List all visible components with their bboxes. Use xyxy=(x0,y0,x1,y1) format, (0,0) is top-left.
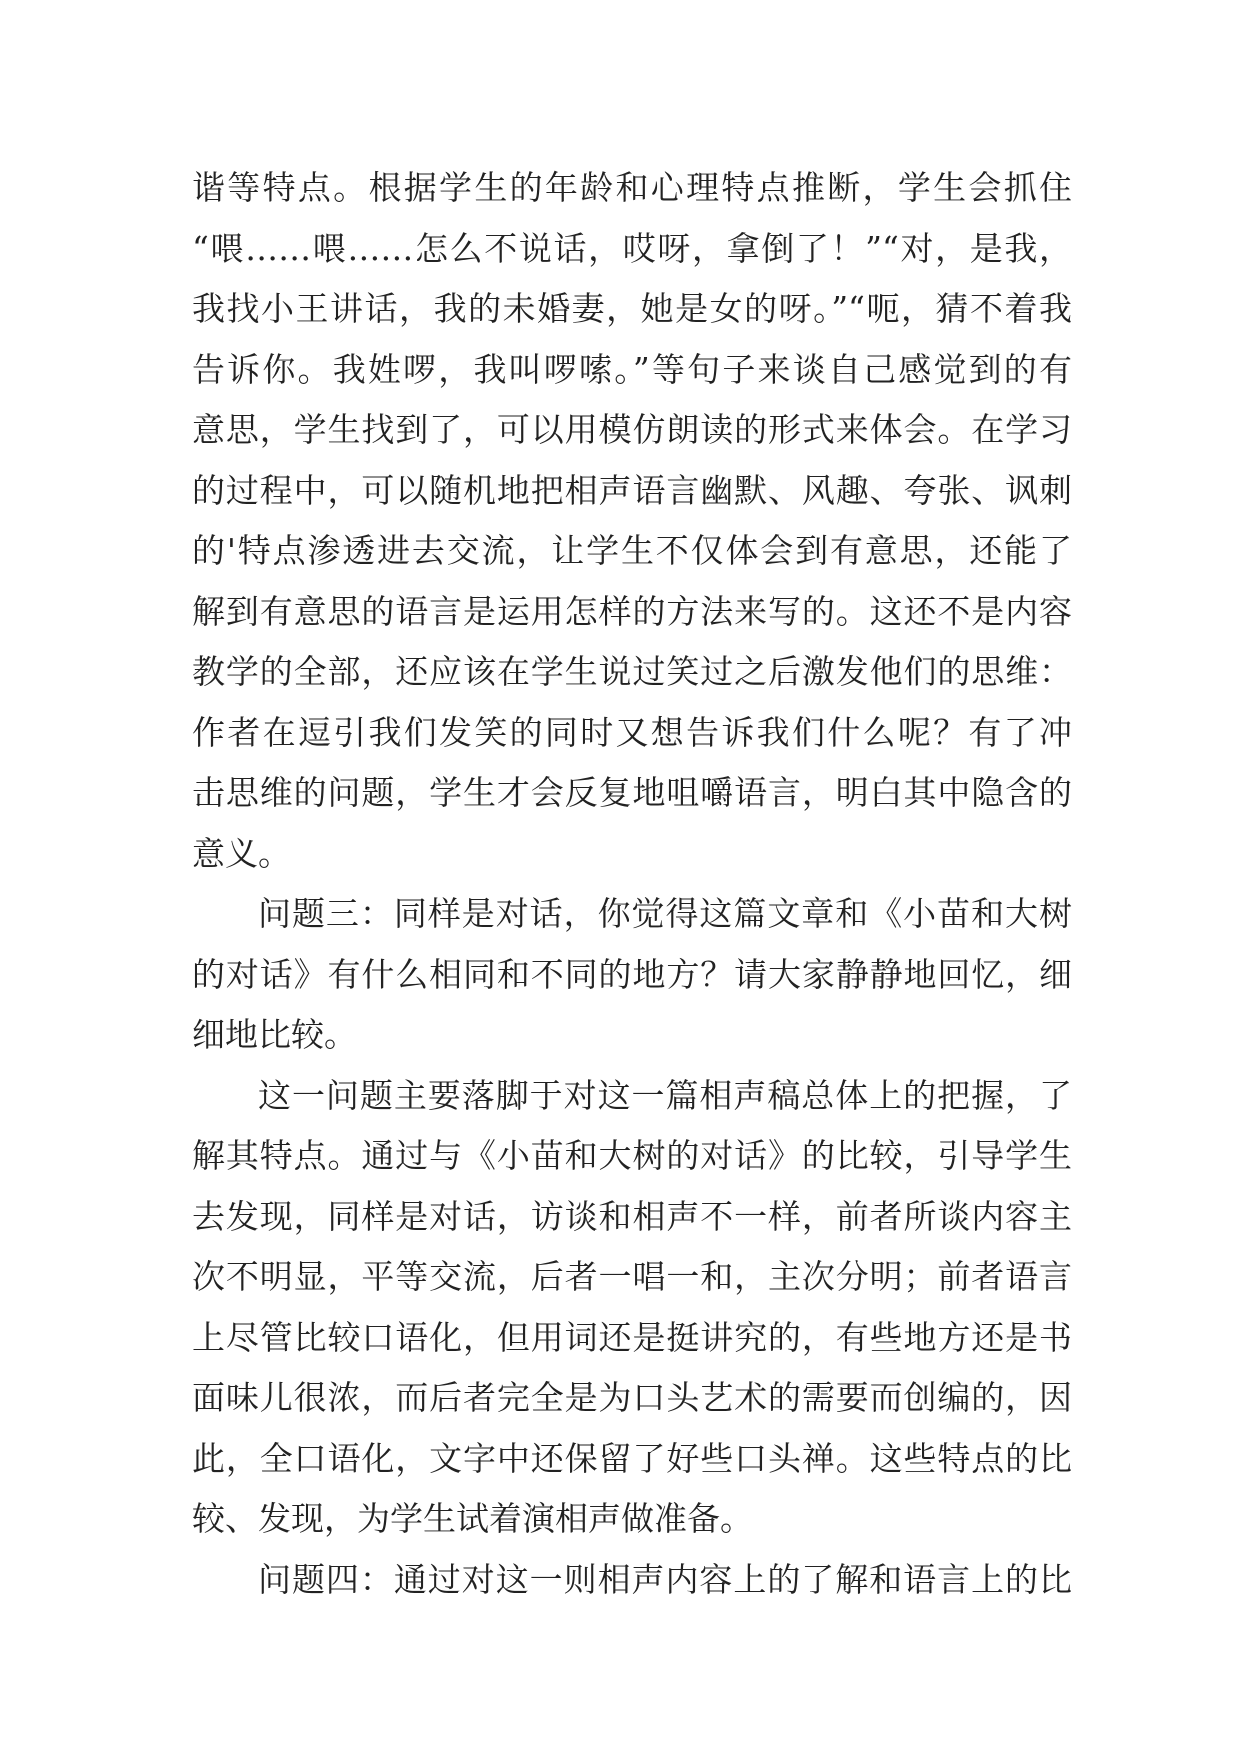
text-line: “喂……喂……怎么不说话，哎呀，拿倒了！”“对，是我， xyxy=(192,228,1072,268)
text-line: 谐等特点。根据学生的年龄和心理特点推断，学生会抓住 xyxy=(192,168,1072,207)
text-line: 问题三：同样是对话，你觉得这篇文章和《小苗和大树 xyxy=(258,894,1072,933)
text-line: 面味儿很浓，而后者完全是为口头艺术的需要而创编的，因 xyxy=(192,1378,1072,1417)
text-line: 上尽管比较口语化，但用词还是挺讲究的，有些地方还是书 xyxy=(192,1317,1072,1357)
text-line: 去发现，同样是对话，访谈和相声不一样，前者所谈内容主 xyxy=(192,1196,1072,1236)
text-line: 的对话》有什么相同和不同的地方？请大家静静地回忆，细 xyxy=(192,954,1072,994)
text-line: 意义。 xyxy=(192,833,291,873)
paragraph xyxy=(192,1550,1072,1611)
text-line: 较、发现，为学生试着演相声做准备。 xyxy=(192,1499,753,1538)
text-line: 这一问题主要落脚于对这一篇相声稿总体上的把握，了 xyxy=(258,1075,1072,1115)
text-line: 告诉你。我姓啰，我叫啰嗦。”等句子来谈自己感觉到的有 xyxy=(192,349,1072,389)
text-line: 问题四：通过对这一则相声内容上的了解和语言上的比 xyxy=(258,1559,1072,1599)
text-line: 意思，学生找到了，可以用模仿朗读的形式来体会。在学习 xyxy=(192,410,1072,449)
text-line: 的过程中，可以随机地把相声语言幽默、风趣、夸张、讽刺 xyxy=(192,470,1072,510)
text-line: 细地比较。 xyxy=(192,1015,357,1054)
body-text xyxy=(192,158,1072,1610)
text-line: 击思维的问题，学生才会反复地咀嚼语言，明白其中隐含的 xyxy=(192,773,1072,812)
text-line: 教学的全部，还应该在学生说过笑过之后激发他们的思维： xyxy=(192,652,1072,691)
text-line: 我找小王讲话，我的未婚妻，她是女的呀。”“呃，猜不着我 xyxy=(192,289,1072,328)
text-line: 解到有意思的语言是运用怎样的方法来写的。这还不是内容 xyxy=(192,591,1072,631)
text-line: 次不明显，平等交流，后者一唱一和，主次分明；前者语言 xyxy=(192,1257,1072,1296)
text-line: 解其特点。通过与《小苗和大树的对话》的比较，引导学生 xyxy=(192,1136,1072,1175)
text-line: 此，全口语化，文字中还保留了好些口头禅。这些特点的比 xyxy=(192,1438,1072,1478)
paragraph xyxy=(192,1066,1072,1550)
paragraph xyxy=(192,884,1072,1066)
text-line: 的'特点渗透进去交流，让学生不仅体会到有意思，还能了 xyxy=(192,531,1072,570)
paragraph xyxy=(192,158,1072,884)
text-line: 作者在逗引我们发笑的同时又想告诉我们什么呢？有了冲 xyxy=(192,712,1072,752)
